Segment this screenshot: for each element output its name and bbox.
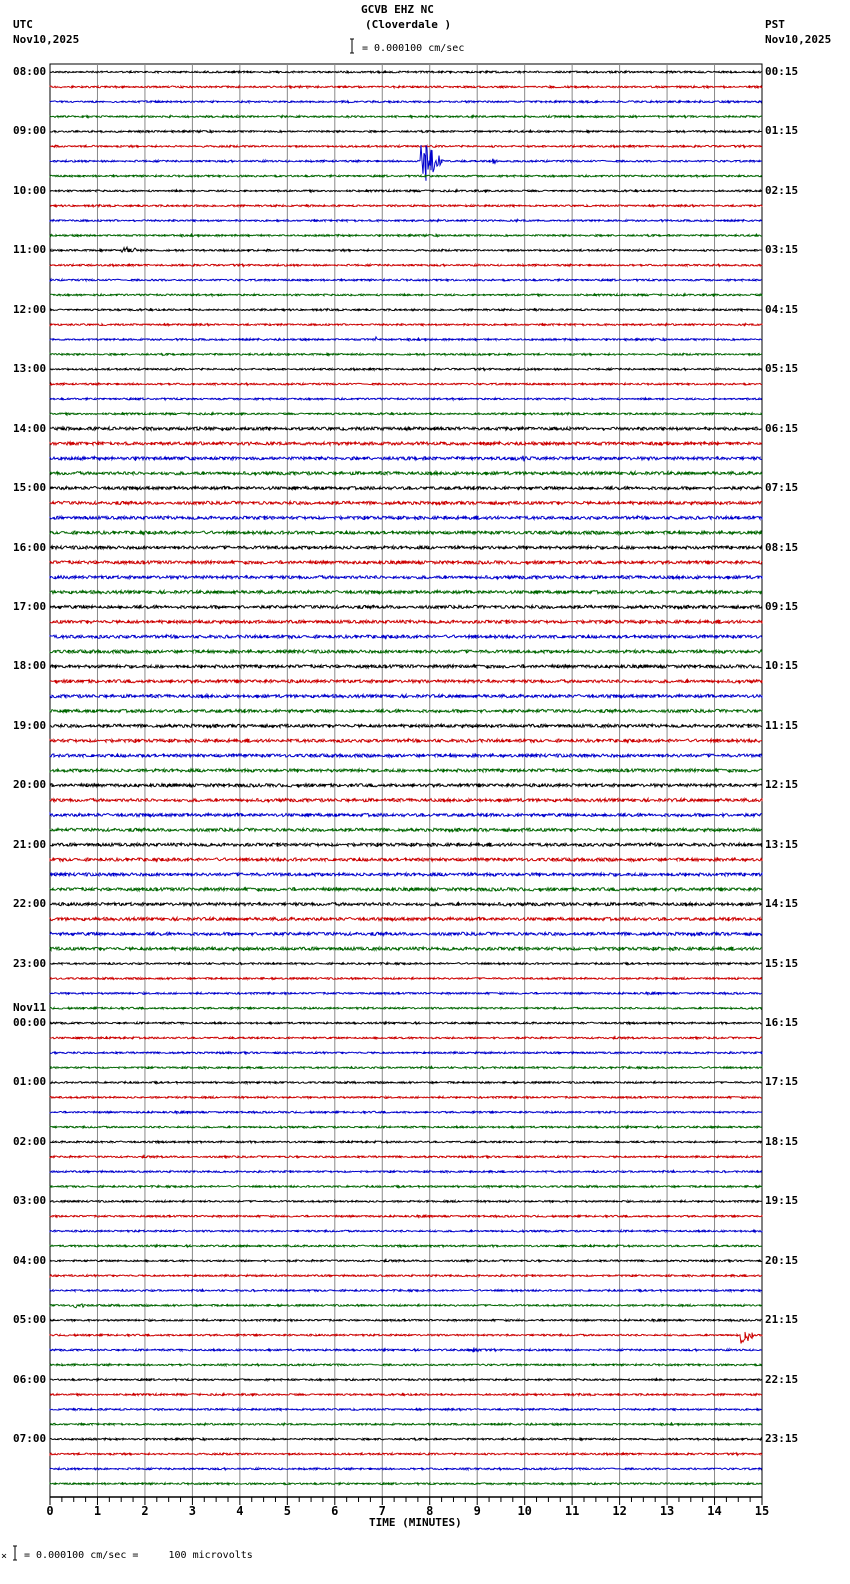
seismic-trace: [50, 1126, 762, 1128]
seismic-trace: [50, 799, 762, 802]
seismic-trace: [50, 1082, 762, 1084]
seismic-trace: [50, 1037, 762, 1039]
pst-hour-label: 10:15: [765, 659, 799, 672]
seismic-trace: [50, 1364, 762, 1366]
utc-hour-label: 19:00: [13, 719, 47, 732]
seismic-trace: [50, 1394, 762, 1396]
seismic-trace: [50, 190, 762, 192]
footer-prefix: ×: [1, 1551, 8, 1562]
utc-hour-label: 15:00: [13, 481, 47, 494]
x-tick-label: 5: [283, 1504, 291, 1518]
station-location: (Cloverdale ): [365, 18, 452, 31]
seismic-trace: [50, 247, 762, 252]
seismic-trace: [50, 220, 762, 222]
seismic-trace: [50, 1275, 762, 1277]
left-timezone: UTC: [13, 18, 33, 31]
date-change-label: Nov11: [13, 1001, 47, 1014]
pst-hour-label: 06:15: [765, 422, 799, 435]
utc-hour-label: 16:00: [13, 541, 47, 554]
seismic-trace: [50, 843, 762, 846]
seismic-trace: [50, 1468, 762, 1470]
x-tick-label: 11: [564, 1504, 580, 1518]
seismic-trace: [50, 1260, 762, 1262]
seismic-trace: [50, 487, 762, 490]
seismic-trace: [50, 724, 762, 727]
seismic-trace: [50, 1201, 762, 1203]
utc-hour-label: 04:00: [13, 1254, 47, 1267]
utc-hour-label: 17:00: [13, 600, 47, 613]
seismic-trace: [50, 769, 762, 772]
seismic-trace: [50, 858, 762, 861]
seismic-trace: [50, 1096, 762, 1098]
seismic-trace: [50, 1186, 762, 1188]
pst-hour-label: 16:15: [765, 1016, 799, 1029]
pst-hour-label: 08:15: [765, 541, 799, 554]
seismic-trace: [50, 1409, 762, 1411]
seismic-trace: [50, 665, 762, 668]
utc-hour-label: 11:00: [13, 243, 47, 256]
x-tick-label: 15: [754, 1504, 770, 1518]
pst-hour-label: 21:15: [765, 1313, 799, 1326]
seismic-trace: [50, 828, 762, 831]
seismic-trace: [50, 620, 762, 623]
plot-frame: [50, 64, 762, 1497]
seismic-trace: [50, 591, 762, 594]
seismic-trace: [50, 1319, 762, 1321]
seismic-trace: [50, 456, 762, 462]
seismic-trace: [50, 427, 762, 430]
seismic-trace: [50, 1453, 762, 1455]
seismic-trace: [50, 1215, 762, 1217]
pst-hour-label: 07:15: [765, 481, 799, 494]
utc-hour-label: 07:00: [13, 1432, 47, 1445]
seismic-trace: [50, 1230, 762, 1232]
utc-hour-label: 14:00: [13, 422, 47, 435]
pst-hour-label: 11:15: [765, 719, 799, 732]
seismic-trace: [50, 1052, 762, 1054]
seismic-trace: [50, 1156, 762, 1158]
seismic-trace: [50, 695, 762, 698]
seismic-trace: [50, 1304, 762, 1308]
seismic-trace: [50, 561, 762, 564]
scale-label: = 0.000100 cm/sec: [362, 43, 465, 54]
seismic-trace: [50, 324, 762, 326]
seismic-trace: [50, 1438, 762, 1440]
pst-hour-label: 05:15: [765, 362, 799, 375]
seismic-trace: [50, 442, 762, 445]
seismic-trace: [50, 1483, 762, 1485]
seismic-trace: [50, 888, 762, 891]
x-tick-label: 1: [93, 1504, 102, 1518]
seismic-trace: [50, 294, 762, 296]
utc-hour-label: 03:00: [13, 1194, 47, 1207]
seismic-trace: [50, 1022, 762, 1024]
right-timezone: PST: [765, 18, 785, 31]
seismic-trace: [50, 71, 762, 73]
seismic-trace: [50, 546, 762, 549]
left-date: Nov10,2025: [13, 33, 80, 46]
seismic-trace: [50, 337, 762, 341]
seismic-trace: [50, 992, 762, 994]
pst-hour-label: 15:15: [765, 957, 799, 970]
seismic-trace: [50, 1379, 762, 1381]
seismic-trace: [50, 131, 762, 133]
seismic-trace: [50, 1348, 762, 1352]
pst-hour-label: 01:15: [765, 124, 799, 137]
x-tick-label: 10: [517, 1504, 532, 1518]
seismic-trace: [50, 978, 762, 980]
pst-hour-label: 23:15: [765, 1432, 799, 1445]
seismic-trace: [50, 1290, 762, 1292]
x-tick-label: 14: [707, 1504, 722, 1518]
seismic-trace: [50, 903, 762, 906]
seismic-trace: [50, 709, 762, 712]
right-date: Nov10,2025: [765, 33, 832, 46]
seismic-trace: [50, 145, 762, 147]
seismic-trace: [50, 576, 762, 579]
seismic-trace: [50, 1423, 762, 1425]
seismic-trace: [50, 1245, 762, 1247]
station-title: GCVB EHZ NC: [361, 3, 434, 16]
x-tick-label: 13: [659, 1504, 675, 1518]
seismic-trace: [50, 873, 762, 876]
x-tick-label: 6: [331, 1504, 339, 1518]
seismic-trace: [50, 605, 762, 608]
utc-hour-label: 09:00: [13, 124, 47, 137]
x-tick-label: 12: [612, 1504, 627, 1518]
pst-hour-label: 13:15: [765, 838, 799, 851]
seismic-trace: [50, 932, 762, 935]
seismic-trace: [50, 784, 762, 787]
utc-hour-label: 18:00: [13, 659, 47, 672]
seismic-trace: [50, 813, 762, 816]
seismic-trace: [50, 86, 762, 88]
x-tick-label: 3: [188, 1504, 197, 1518]
seismic-trace: [50, 309, 762, 311]
utc-hour-label: 21:00: [13, 838, 47, 851]
utc-hour-label: 22:00: [13, 897, 47, 910]
utc-hour-label: 10:00: [13, 184, 47, 197]
seismic-trace: [50, 383, 762, 385]
utc-hour-label: 12:00: [13, 303, 47, 316]
x-tick-label: 0: [46, 1504, 54, 1518]
utc-hour-label: 08:00: [13, 65, 47, 78]
seismic-trace: [50, 754, 762, 757]
utc-hour-label: 23:00: [13, 957, 47, 970]
pst-hour-label: 19:15: [765, 1194, 799, 1207]
x-tick-label: 9: [473, 1504, 481, 1518]
seismic-trace: [50, 917, 762, 920]
seismic-trace: [50, 501, 762, 504]
utc-hour-label: 00:00: [13, 1016, 47, 1029]
utc-hour-label: 01:00: [13, 1075, 47, 1088]
seismic-trace: [50, 650, 762, 653]
x-tick-label: 7: [378, 1504, 386, 1518]
utc-hour-label: 06:00: [13, 1373, 47, 1386]
seismic-trace: [50, 1171, 762, 1173]
pst-hour-label: 14:15: [765, 897, 799, 910]
seismic-trace: [50, 947, 762, 950]
seismic-trace: [50, 368, 762, 370]
x-tick-label: 4: [236, 1504, 244, 1518]
x-tick-label: 2: [141, 1504, 149, 1518]
pst-hour-label: 17:15: [765, 1075, 799, 1088]
seismic-trace: [50, 1067, 762, 1069]
seismic-trace: [50, 1007, 762, 1009]
pst-hour-label: 12:15: [765, 778, 799, 791]
scale-bar-icon: [350, 39, 354, 53]
seismic-trace: [50, 739, 762, 742]
seismic-trace: [50, 680, 762, 683]
seismic-trace: [50, 1111, 762, 1113]
x-tick-label: 8: [426, 1504, 434, 1518]
seismic-trace: [50, 175, 762, 177]
pst-hour-label: 02:15: [765, 184, 799, 197]
pst-hour-label: 04:15: [765, 303, 799, 316]
seismic-trace: [50, 963, 762, 965]
pst-hour-label: 20:15: [765, 1254, 799, 1267]
pst-hour-label: 00:15: [765, 65, 799, 78]
seismic-trace: [50, 116, 762, 118]
seismic-trace: [50, 1141, 762, 1143]
utc-hour-label: 13:00: [13, 362, 47, 375]
footer-scale-bar-icon: [13, 1546, 17, 1560]
seismic-trace: [50, 531, 762, 534]
pst-hour-label: 18:15: [765, 1135, 799, 1148]
seismic-trace: [50, 205, 762, 207]
x-axis-label: TIME (MINUTES): [369, 1516, 462, 1529]
utc-hour-label: 20:00: [13, 778, 47, 791]
pst-hour-label: 03:15: [765, 243, 799, 256]
utc-hour-label: 02:00: [13, 1135, 47, 1148]
seismic-trace: [50, 264, 762, 266]
seismic-trace: [50, 101, 762, 103]
seismic-trace: [50, 516, 762, 519]
seismic-trace: [50, 413, 762, 415]
seismic-trace: [50, 235, 762, 237]
seismic-trace: [50, 398, 762, 400]
pst-hour-label: 09:15: [765, 600, 799, 613]
seismic-trace: [50, 635, 762, 638]
utc-hour-label: 05:00: [13, 1313, 47, 1326]
seismic-trace: [50, 353, 762, 355]
footer-scale-label: = 0.000100 cm/sec = 100 microvolts: [24, 1550, 253, 1561]
seismic-trace: [50, 1332, 762, 1343]
seismic-trace: [50, 472, 762, 475]
seismic-trace: [50, 279, 762, 281]
pst-hour-label: 22:15: [765, 1373, 799, 1386]
